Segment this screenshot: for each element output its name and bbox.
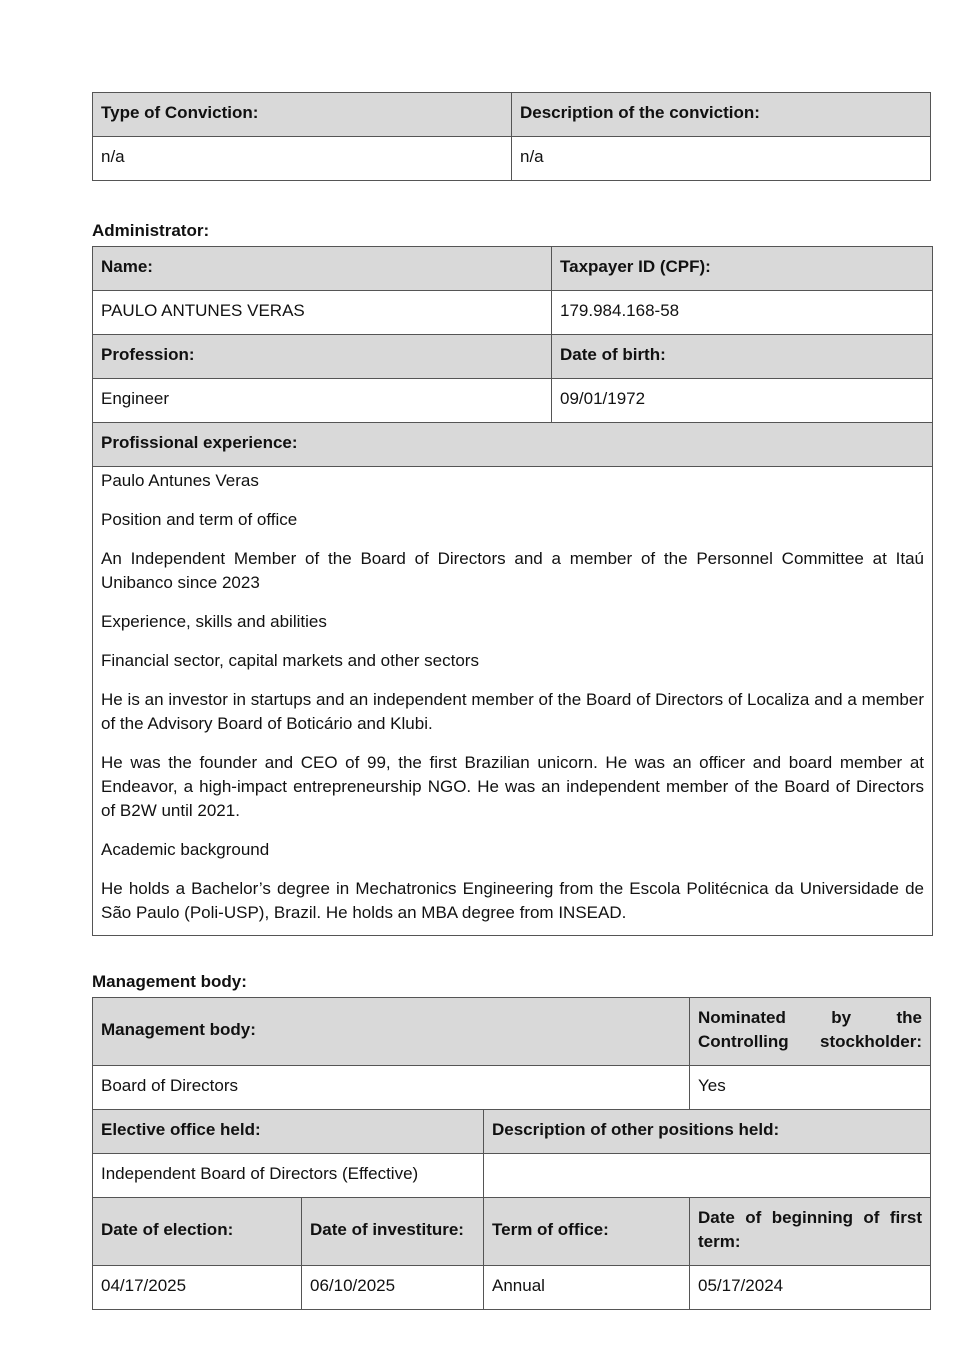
term-of-office-label: Term of office: — [484, 1198, 690, 1266]
first-term-date-value: 05/17/2024 — [690, 1266, 931, 1310]
date-of-birth-label: Date of birth: — [552, 335, 933, 379]
conviction-table — [92, 92, 931, 181]
nominated-by-controlling-label: Nominated by the Controlling stockholder: — [690, 998, 931, 1066]
professional-experience-content — [93, 467, 933, 936]
administrator-section-title: Administrator: — [92, 221, 210, 240]
other-positions-value — [484, 1154, 931, 1198]
experience-paragraph: Financial sector, capital markets and other sectors — [101, 651, 479, 670]
table-header-row — [93, 423, 933, 467]
term-of-office-value: Annual — [484, 1266, 690, 1310]
table-header-row — [93, 1198, 931, 1266]
table-row — [93, 1066, 931, 1110]
investiture-date-value: 06/10/2025 — [302, 1266, 484, 1310]
experience-paragraph: An Independent Member of the Board of Directors and a member of the Personnel Committee at Itaú Unibanco since 2023 — [101, 549, 924, 592]
experience-paragraph: Academic background — [101, 840, 270, 859]
management-table — [92, 997, 931, 1310]
management-section-title: Management body: — [92, 972, 247, 991]
election-date-value: 04/17/2025 — [93, 1266, 302, 1310]
type-of-conviction-value: n/a — [93, 137, 512, 181]
management-body-value: Board of Directors — [93, 1066, 690, 1110]
table-row — [93, 291, 933, 335]
table-header-row — [93, 1110, 931, 1154]
name-value: PAULO ANTUNES VERAS — [93, 291, 552, 335]
management-body-label: Management body: — [93, 998, 690, 1066]
table-header-row — [93, 998, 931, 1066]
table-row — [93, 467, 933, 936]
experience-paragraph: Paulo Antunes Veras — [101, 471, 259, 490]
experience-paragraph: He is an investor in startups and an independent member of the Board of Directors of Localiza and a member of the Advisory Board of Boticário and Klubi. — [101, 690, 924, 733]
name-label: Name: — [93, 247, 552, 291]
investiture-date-label: Date of investiture: — [302, 1198, 484, 1266]
nominated-value: Yes — [690, 1066, 931, 1110]
table-header-row — [93, 247, 933, 291]
table-header-row — [93, 93, 931, 137]
table-row — [93, 379, 933, 423]
other-positions-label: Description of other positions held: — [484, 1110, 931, 1154]
election-date-label: Date of election: — [93, 1198, 302, 1266]
table-row — [93, 1154, 931, 1198]
profession-value: Engineer — [93, 379, 552, 423]
first-term-date-label: Date of beginning of first term: — [690, 1198, 931, 1266]
cpf-value: 179.984.168-58 — [552, 291, 933, 335]
conviction-description-label: Description of the conviction: — [512, 93, 931, 137]
date-of-birth-value: 09/01/1972 — [552, 379, 933, 423]
document-page — [92, 92, 930, 1310]
administrator-table — [92, 246, 933, 936]
table-row — [93, 1266, 931, 1310]
experience-paragraph: He holds a Bachelor’s degree in Mechatronics Engineering from the Escola Politécnica da Universidade de São Paulo (Poli-USP), Brazil. He holds an MBA degree from INSEAD. — [101, 879, 924, 922]
elective-office-label: Elective office held: — [93, 1110, 484, 1154]
cpf-label: Taxpayer ID (CPF): — [552, 247, 933, 291]
experience-paragraph: Position and term of office — [101, 510, 298, 529]
elective-office-value: Independent Board of Directors (Effective) — [93, 1154, 484, 1198]
professional-experience-label: Profissional experience: — [93, 423, 933, 467]
profession-label: Profession: — [93, 335, 552, 379]
conviction-description-value: n/a — [512, 137, 931, 181]
type-of-conviction-label: Type of Conviction: — [93, 93, 512, 137]
table-row — [93, 137, 931, 181]
table-header-row — [93, 335, 933, 379]
experience-paragraph: He was the founder and CEO of 99, the first Brazilian unicorn. He was an officer and board member at Endeavor, a high-impact entrepreneurship NGO. He was an independent member of the Board of Directors of B2W until 2021. — [101, 753, 924, 820]
experience-paragraph: Experience, skills and abilities — [101, 612, 327, 631]
